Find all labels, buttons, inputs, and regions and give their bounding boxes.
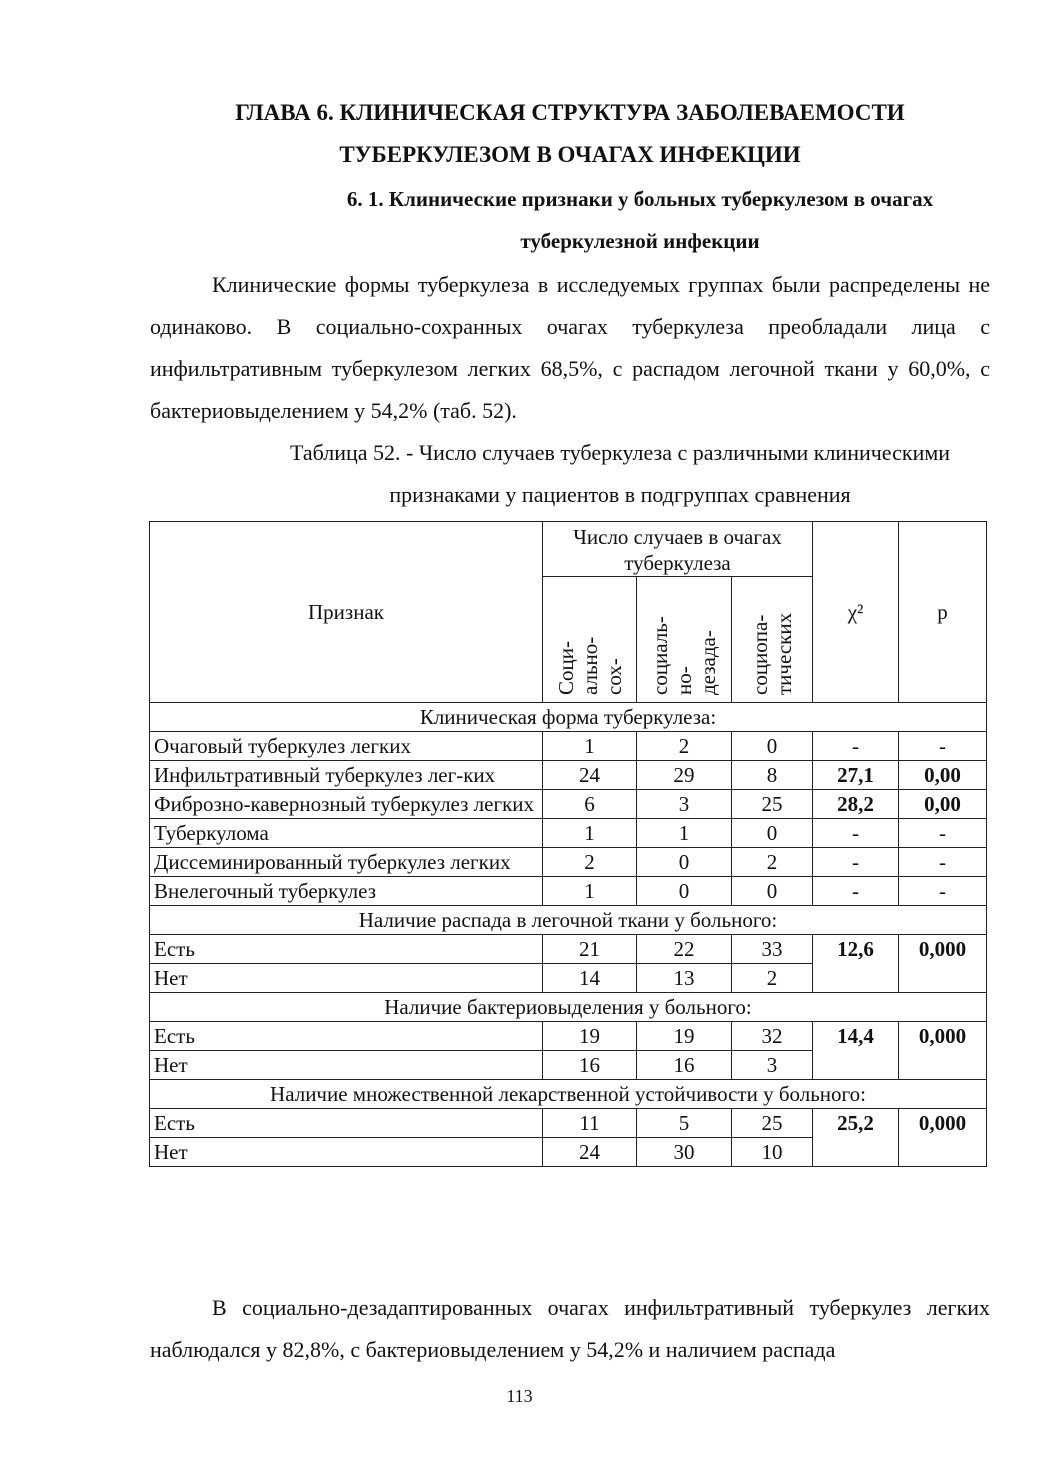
header-col1-text: Соци- ально- сох- bbox=[553, 636, 626, 695]
cell: 24 bbox=[543, 761, 637, 790]
cell-chi: - bbox=[813, 819, 899, 848]
cell: 0 bbox=[637, 848, 732, 877]
cell: 6 bbox=[543, 790, 637, 819]
cell-chi: 28,2 bbox=[813, 790, 899, 819]
cell-p: - bbox=[899, 848, 987, 877]
cell-p: 0,000 bbox=[899, 1022, 987, 1080]
row-label: Есть bbox=[150, 1022, 543, 1051]
cell: 5 bbox=[637, 1109, 732, 1138]
header-col3-text: социопа- тических bbox=[748, 612, 796, 695]
section-label: Клиническая форма туберкулеза: bbox=[150, 703, 987, 732]
data-table bbox=[149, 521, 987, 1167]
row-label: Нет bbox=[150, 1138, 543, 1167]
row-label: Нет bbox=[150, 964, 543, 993]
cell: 33 bbox=[732, 935, 813, 964]
table-row bbox=[150, 819, 987, 848]
cell: 0 bbox=[732, 877, 813, 906]
row-label: Нет bbox=[150, 1051, 543, 1080]
cell: 10 bbox=[732, 1138, 813, 1167]
table-header-row bbox=[150, 522, 987, 577]
table-row bbox=[150, 877, 987, 906]
cell: 2 bbox=[732, 964, 813, 993]
row-label: Очаговый туберкулез легких bbox=[150, 732, 543, 761]
cell: 0 bbox=[732, 819, 813, 848]
cell: 22 bbox=[637, 935, 732, 964]
cell: 25 bbox=[732, 1109, 813, 1138]
section-label: Наличие бактериовыделения у больного: bbox=[150, 993, 987, 1022]
table-row bbox=[150, 790, 987, 819]
cell: 0 bbox=[637, 877, 732, 906]
chapter-title-line2: ТУБЕРКУЛЕЗОМ В ОЧАГАХ ИНФЕКЦИИ bbox=[339, 142, 801, 167]
cell: 14 bbox=[543, 964, 637, 993]
section-row bbox=[150, 906, 987, 935]
paragraph-intro: Клинические формы туберкулеза в исследуемых группах были распределены не одинаково. В социально-сохранных очагах туберкулеза преобладали лица с инфильтративным туберкулезом легких 68,5%, с распадом легочной ткани у 60,0%, с бактериовыделением у 54,2% (таб. 52). bbox=[150, 272, 990, 423]
cell-chi: - bbox=[813, 848, 899, 877]
cell-chi: 12,6 bbox=[813, 935, 899, 993]
cell: 0 bbox=[732, 732, 813, 761]
header-col2-text: социаль- но- дезада- bbox=[648, 616, 720, 695]
cell: 16 bbox=[543, 1051, 637, 1080]
table-row bbox=[150, 935, 987, 964]
header-col1 bbox=[543, 577, 637, 703]
header-feature: Признак bbox=[150, 522, 543, 703]
cell: 3 bbox=[732, 1051, 813, 1080]
row-label: Инфильтративный туберкулез лег-ких bbox=[150, 761, 543, 790]
cell: 25 bbox=[732, 790, 813, 819]
cell: 1 bbox=[543, 732, 637, 761]
cell-chi: 27,1 bbox=[813, 761, 899, 790]
table-row bbox=[150, 732, 987, 761]
header-col2 bbox=[637, 577, 732, 703]
section-label: Наличие множественной лекарственной устойчивости у больного: bbox=[150, 1080, 987, 1109]
chapter-title bbox=[150, 92, 990, 176]
cell: 8 bbox=[732, 761, 813, 790]
header-p: р bbox=[899, 522, 987, 703]
cell: 29 bbox=[637, 761, 732, 790]
table-caption bbox=[150, 432, 1039, 516]
header-chi: χ² bbox=[813, 522, 899, 703]
cell-chi: 14,4 bbox=[813, 1022, 899, 1080]
table-row bbox=[150, 848, 987, 877]
table-row bbox=[150, 761, 987, 790]
section-title bbox=[230, 178, 1039, 262]
row-label: Туберкулома bbox=[150, 819, 543, 848]
section-row bbox=[150, 1080, 987, 1109]
cell: 21 bbox=[543, 935, 637, 964]
cell: 1 bbox=[637, 819, 732, 848]
chapter-title-line1: ГЛАВА 6. КЛИНИЧЕСКАЯ СТРУКТУРА ЗАБОЛЕВАЕМОСТИ bbox=[235, 100, 905, 125]
cell: 24 bbox=[543, 1138, 637, 1167]
row-label: Есть bbox=[150, 935, 543, 964]
section-label: Наличие распада в легочной ткани у больного: bbox=[150, 906, 987, 935]
cell: 3 bbox=[637, 790, 732, 819]
cell-p: 0,000 bbox=[899, 1109, 987, 1167]
cell-chi: - bbox=[813, 877, 899, 906]
cell: 16 bbox=[637, 1051, 732, 1080]
cell-p: 0,00 bbox=[899, 761, 987, 790]
page-number: 113 bbox=[506, 1386, 533, 1406]
table-row bbox=[150, 1109, 987, 1138]
header-group: Число случаев в очагах туберкулеза bbox=[543, 522, 813, 577]
cell: 2 bbox=[732, 848, 813, 877]
cell: 19 bbox=[637, 1022, 732, 1051]
cell-chi: 25,2 bbox=[813, 1109, 899, 1167]
cell: 2 bbox=[543, 848, 637, 877]
cell-p: - bbox=[899, 732, 987, 761]
paragraph-continuation: В социально-дезадаптированных очагах инфильтративный туберкулез легких наблюдался у 82,8%, с бактериовыделением у 54,2% и наличием распада bbox=[150, 1295, 990, 1362]
row-label: Есть bbox=[150, 1109, 543, 1138]
cell: 2 bbox=[637, 732, 732, 761]
cell: 1 bbox=[543, 877, 637, 906]
table-caption-line2: признаками у пациентов в подгруппах сравнения bbox=[389, 482, 851, 507]
table-row bbox=[150, 1022, 987, 1051]
section-title-line1: 6. 1. Клинические признаки у больных туберкулезом в очагах bbox=[346, 187, 934, 211]
cell-p: - bbox=[899, 819, 987, 848]
row-label: Диссеминированный туберкулез легких bbox=[150, 848, 543, 877]
cell: 13 bbox=[637, 964, 732, 993]
section-title-line2: туберкулезной инфекции bbox=[520, 229, 760, 253]
cell-p: 0,00 bbox=[899, 790, 987, 819]
section-row bbox=[150, 993, 987, 1022]
cell-p: - bbox=[899, 877, 987, 906]
cell: 1 bbox=[543, 819, 637, 848]
cell: 30 bbox=[637, 1138, 732, 1167]
row-label: Внелегочный туберкулез bbox=[150, 877, 543, 906]
table-caption-line1: Таблица 52. - Число случаев туберкулеза с различными клиническими bbox=[289, 440, 951, 465]
cell: 19 bbox=[543, 1022, 637, 1051]
cell: 32 bbox=[732, 1022, 813, 1051]
cell: 11 bbox=[543, 1109, 637, 1138]
cell-chi: - bbox=[813, 732, 899, 761]
header-col3 bbox=[732, 577, 813, 703]
row-label: Фиброзно-кавернозный туберкулез легких bbox=[150, 790, 543, 819]
cell-p: 0,000 bbox=[899, 935, 987, 993]
section-row bbox=[150, 703, 987, 732]
